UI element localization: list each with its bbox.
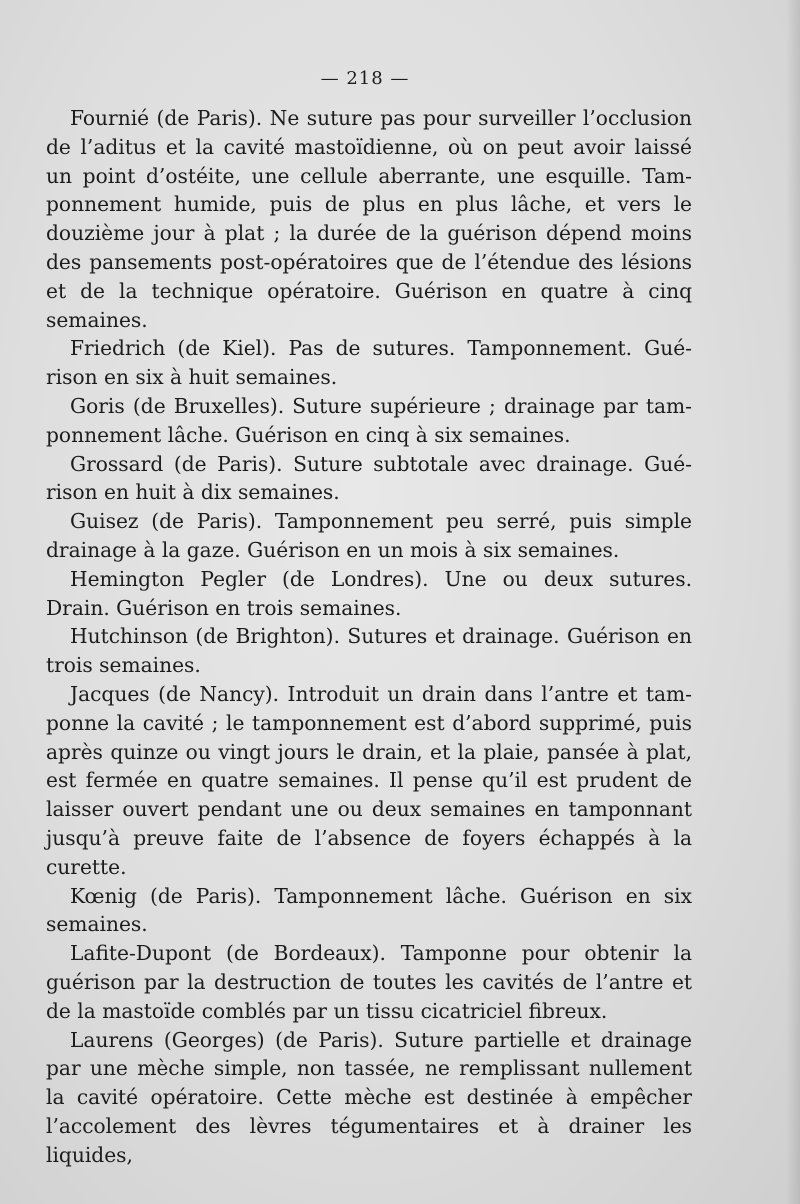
entry-koenig: Kœnig (de Paris). Tamponnement lâche. Guérison en six semaines.	[46, 883, 692, 937]
entry-laurens: Laurens (Georges) (de Paris). Suture partielle et drainage par une mèche simple, non tassée, ne remplissant nullement la cavité opératoire. Cette mèche est destinée à empêcher l’accolement des lèvres tégumentaires et à drainer les liquides,	[46, 1027, 692, 1167]
body-text	[46, 104, 692, 1169]
page-number: — 218 —	[320, 68, 410, 89]
entry-lafite-dupont: Lafite-Dupont (de Bordeaux). Tamponne pour obtenir la guérison par la destruction de toutes les cavités de l’antre et de la mastoïde comblés par un tissu cicatriciel fibreux.	[46, 941, 692, 1023]
entry-friedrich: Friedrich (de Kiel). Pas de sutures. Tamponnement. Guérison en six à huit semaines.	[46, 336, 692, 390]
entry-jacques: Jacques (de Nancy). Introduit un drain dans l’antre et tamponne la cavité ; le tamponnement est d’abord supprimé, puis après quinze ou vingt jours le drain, et la plaie, pansée à plat, est fermée en quatre semaines. Il pense qu’il est prudent de laisser ouvert pendant une ou deux semaines en tamponnant jusqu’à preuve faite de l’absence de foyers échappés à la curette.	[46, 681, 692, 879]
entry-grossard: Grossard (de Paris). Suture subtotale avec drainage. Guérison en huit à dix semaines.	[46, 451, 692, 505]
page-edge-shadow	[786, 0, 800, 1204]
entry-hemington-pegler: Hemington Pegler (de Londres). Une ou deux sutures. Drain. Guérison en trois semaines.	[46, 566, 692, 620]
entry-hutchinson: Hutchinson (de Brighton). Sutures et drainage. Guérison en trois semaines.	[46, 624, 692, 678]
entry-fournie: Fournié (de Paris). Ne suture pas pour surveiller l’occlusion de l’aditus et la cavité mastoïdienne, où on peut avoir laissé un point d’ostéite, une cellule aberrante, une esquille. Tamponnement humide, puis de plus en plus lâche, et vers le douzième jour à plat ; la durée de la guérison dépend moins des pansements post-opératoires que de l’étendue des lésions et de la technique opératoire. Guérison en quatre à cinq semaines.	[46, 106, 692, 332]
entry-guisez: Guisez (de Paris). Tamponnement peu serré, puis simple drainage à la gaze. Guérison en un mois à six semaines.	[46, 509, 692, 562]
entry-goris: Goris (de Bruxelles). Suture supérieure ; drainage par tamponnement lâche. Guérison en cinq à six semaines.	[46, 393, 692, 447]
